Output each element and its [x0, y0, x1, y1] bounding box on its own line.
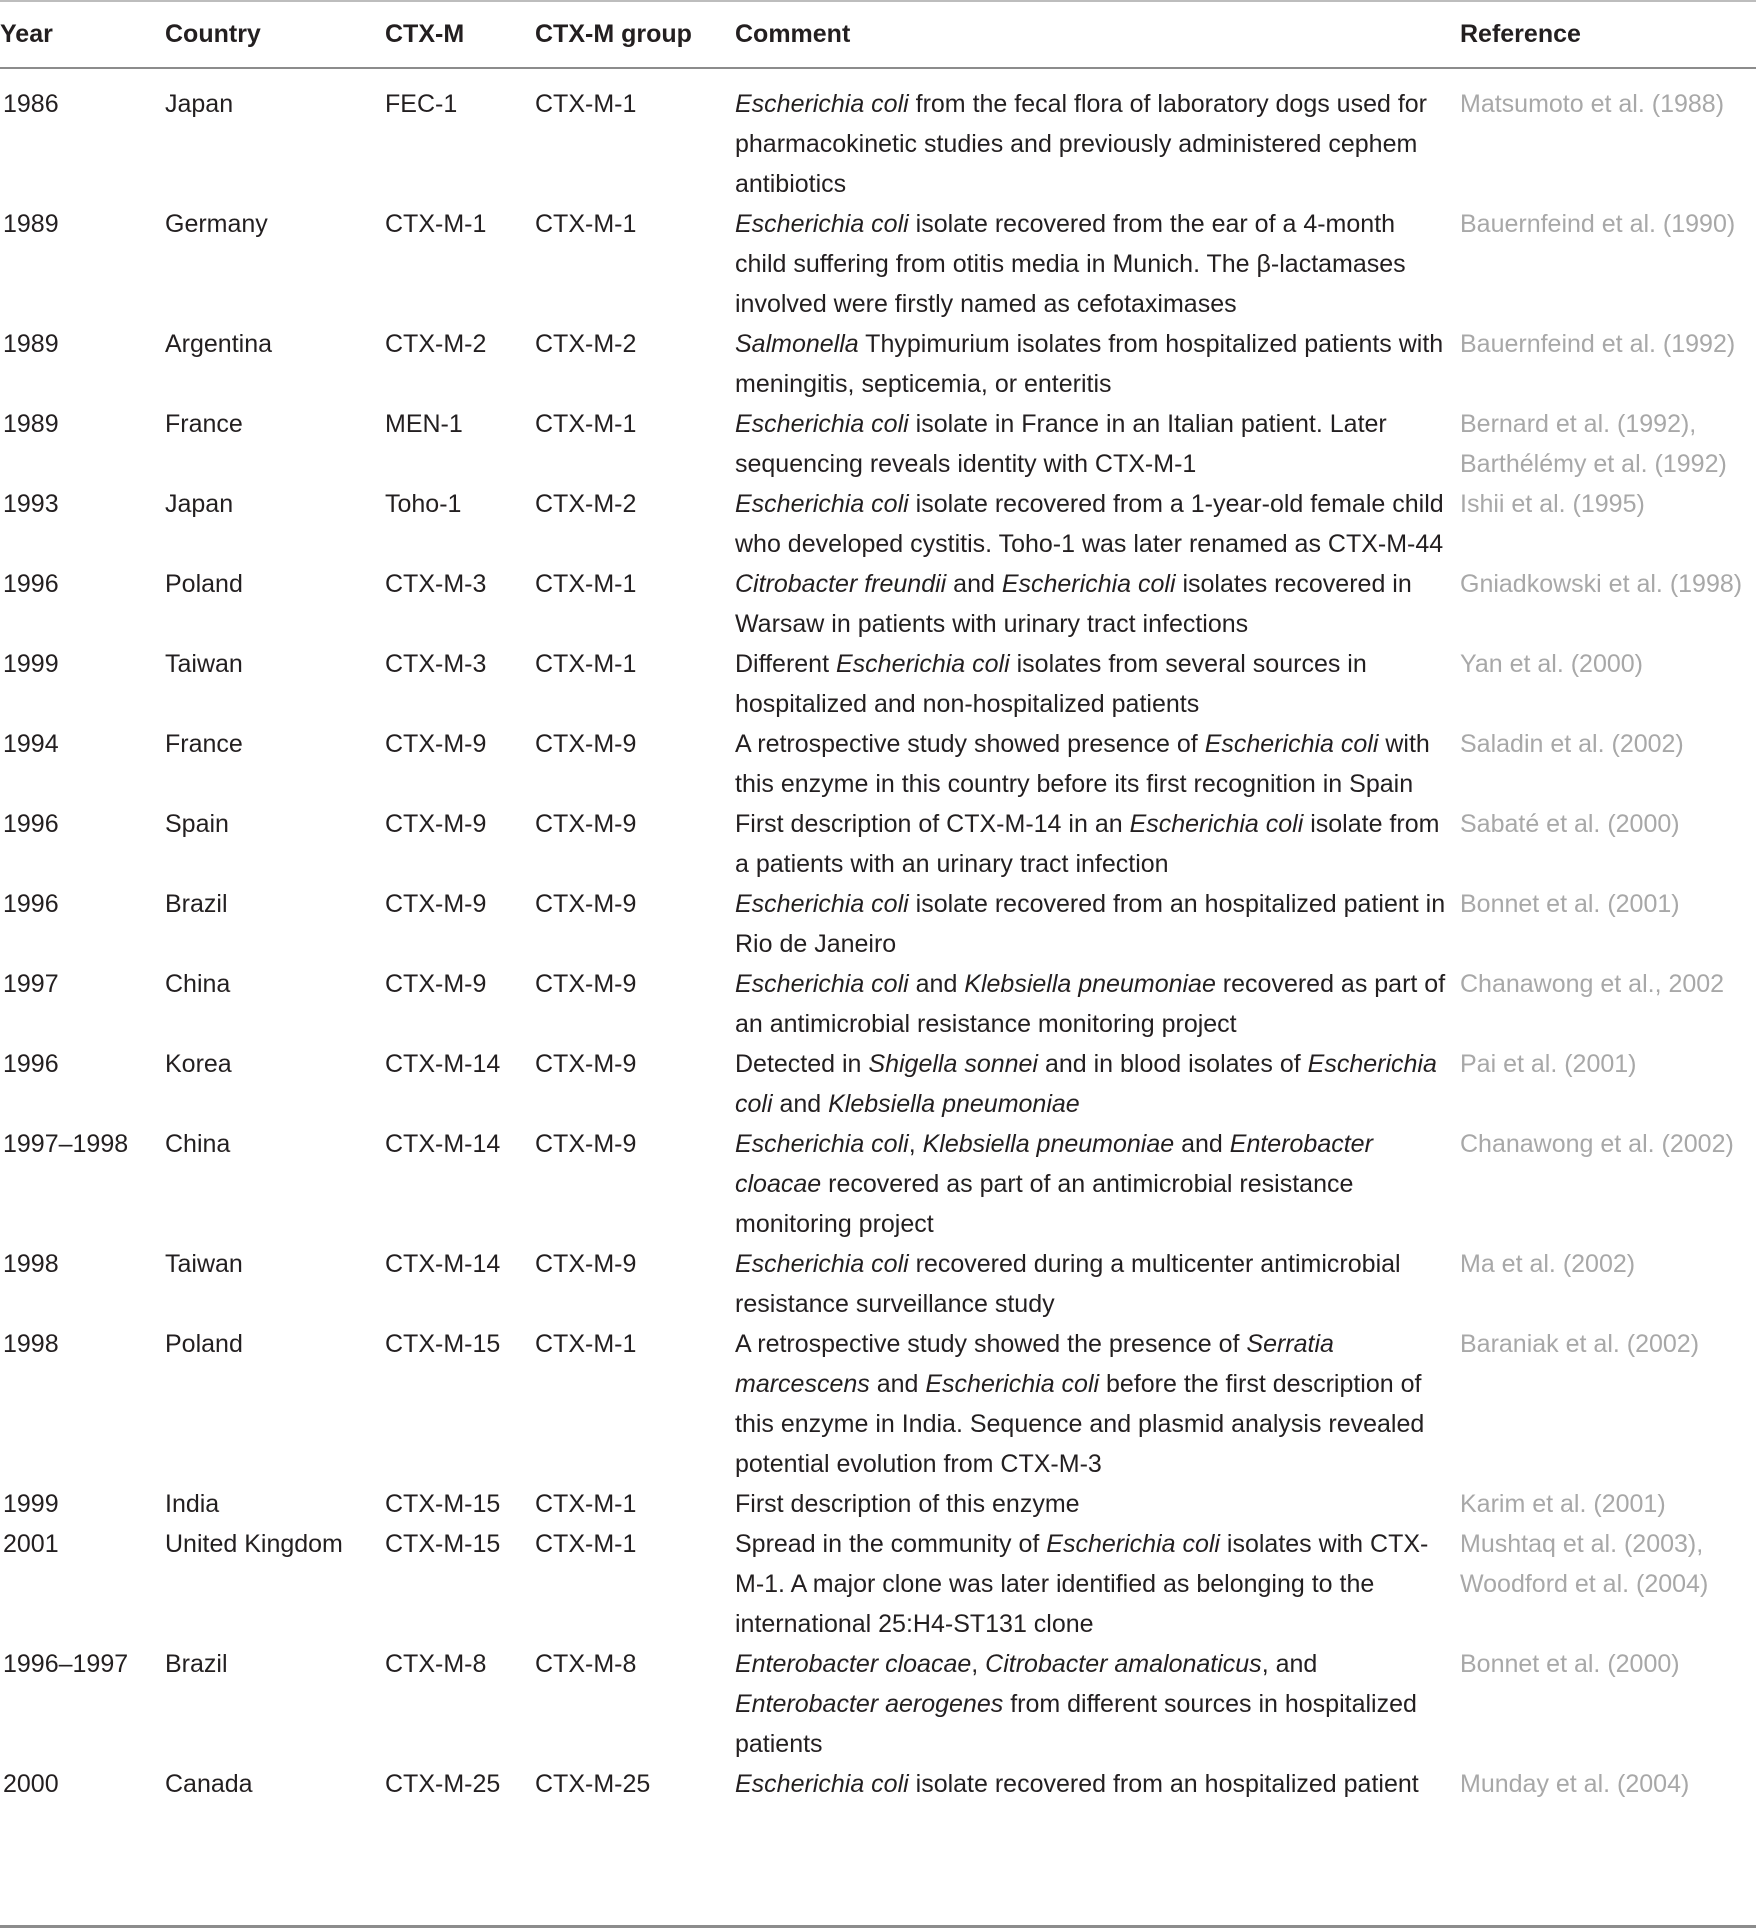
reference-cell: Chanawong et al., 2002	[1460, 970, 1725, 998]
country-cell: Brazil	[165, 1650, 228, 1678]
reference-cell: Bernard et al. (1992), Barthélémy et al. (1992)	[1460, 410, 1727, 478]
reference-cell: Bonnet et al. (2000)	[1460, 1650, 1680, 1678]
year-cell: 1997–1998	[3, 1130, 129, 1158]
comment-cell	[735, 68, 1460, 204]
country-cell: Canada	[165, 1770, 253, 1798]
year-cell: 1993	[3, 490, 59, 518]
comment-text: and	[869, 1370, 926, 1398]
comment-italic-text: Salmonella	[735, 330, 859, 358]
comment-cell	[735, 1244, 1460, 1324]
comment-text: isolate recovered from an hospitalized patient in Rio de Janeiro	[735, 890, 1446, 958]
reference-cell: Bonnet et al. (2001)	[1460, 890, 1680, 918]
year-cell: 1998	[3, 1330, 59, 1358]
ctx-m-group-cell: CTX-M-1	[535, 650, 637, 678]
comment-cell	[735, 644, 1460, 724]
ctx-m-cell: CTX-M-9	[385, 730, 487, 758]
comment-cell	[735, 564, 1460, 644]
reference-cell: Pai et al. (2001)	[1460, 1050, 1637, 1078]
country-cell: Korea	[165, 1050, 232, 1078]
country-cell: Germany	[165, 210, 268, 238]
ctx-m-cell: CTX-M-9	[385, 890, 487, 918]
ctx-m-group-cell: CTX-M-9	[535, 1130, 637, 1158]
comment-cell	[735, 1484, 1460, 1524]
country-cell: India	[165, 1490, 220, 1518]
table-row	[0, 324, 1756, 404]
header-ctx-m: CTX-M	[385, 19, 465, 48]
header-reference: Reference	[1460, 19, 1581, 48]
comment-cell	[735, 1324, 1460, 1484]
ctx-m-group-cell: CTX-M-1	[535, 1490, 637, 1518]
reference-cell: Bauernfeind et al. (1992)	[1460, 330, 1736, 358]
comment-italic-text: Escherichia coli	[835, 650, 1010, 678]
ctx-m-cell: CTX-M-14	[385, 1050, 501, 1078]
country-cell: Poland	[165, 570, 243, 598]
country-cell: Spain	[165, 810, 229, 838]
header-divider-rule	[0, 67, 1756, 69]
comment-italic-text: Escherichia coli	[735, 970, 909, 998]
table-row	[0, 1244, 1756, 1324]
country-cell: Japan	[165, 90, 234, 118]
comment-italic-text: Enterobacter cloacae	[735, 1650, 972, 1678]
ctx-m-group-cell: CTX-M-9	[535, 730, 637, 758]
comment-italic-text: Escherichia coli	[925, 1370, 1100, 1398]
table-header	[0, 0, 1756, 68]
year-cell: 1996	[3, 1050, 59, 1078]
reference-cell: Karim et al. (2001)	[1460, 1490, 1666, 1518]
table-row	[0, 204, 1756, 324]
comment-italic-text: Escherichia coli	[735, 890, 909, 918]
comment-text: isolates with CTX-M-1. A major clone was later identified as belonging to the international 25:H4-ST131 clone	[735, 1530, 1429, 1638]
country-cell: United Kingdom	[165, 1530, 343, 1558]
comment-text: Detected in	[735, 1050, 869, 1078]
comment-text: First description of CTX-M-14 in an	[735, 810, 1130, 838]
ctx-m-group-cell: CTX-M-1	[535, 90, 637, 118]
comment-italic-text: Shigella sonnei	[868, 1050, 1038, 1078]
comment-cell	[735, 1124, 1460, 1244]
comment-italic-text: Escherichia coli	[735, 1130, 909, 1158]
year-cell: 1989	[3, 330, 59, 358]
comment-italic-text: Escherichia coli	[1046, 1530, 1220, 1558]
table-row	[0, 964, 1756, 1044]
year-cell: 1989	[3, 410, 59, 438]
year-cell: 1999	[3, 650, 59, 678]
reference-cell: Matsumoto et al. (1988)	[1460, 90, 1725, 118]
comment-text: A retrospective study showed presence of	[735, 730, 1205, 758]
country-cell: Brazil	[165, 890, 228, 918]
reference-cell: Sabaté et al. (2000)	[1460, 810, 1680, 838]
ctx-m-cell: MEN-1	[385, 410, 463, 438]
comment-text: A retrospective study showed the presence of	[735, 1330, 1247, 1358]
ctx-m-cell: CTX-M-25	[385, 1770, 501, 1798]
year-cell: 1986	[3, 90, 59, 118]
comment-italic-text: Escherichia coli	[735, 210, 909, 238]
comment-text: Spread in the community of	[735, 1530, 1047, 1558]
year-cell: 1996	[3, 890, 59, 918]
comment-cell	[735, 724, 1460, 804]
year-cell: 2001	[3, 1530, 59, 1558]
ctx-m-cell: CTX-M-2	[385, 330, 487, 358]
country-cell: China	[165, 970, 231, 998]
comment-text: recovered during a multicenter antimicrobial resistance surveillance study	[735, 1250, 1401, 1318]
comment-text: isolate recovered from a 1-year-old female child who developed cystitis. Toho-1 was later renamed as CTX-M-44	[735, 490, 1444, 558]
reference-cell: Mushtaq et al. (2003), Woodford et al. (2004)	[1460, 1530, 1709, 1598]
comment-cell	[735, 1524, 1460, 1644]
table-row	[0, 484, 1756, 564]
country-cell: Argentina	[165, 330, 273, 358]
comment-cell	[735, 1044, 1460, 1124]
reference-cell: Ma et al. (2002)	[1460, 1250, 1636, 1278]
comment-italic-text: Escherichia coli	[735, 490, 909, 518]
comment-italic-text: Citrobacter amalonaticus	[985, 1650, 1262, 1678]
comment-text: and	[946, 570, 1002, 598]
comment-italic-text: Citrobacter freundii	[735, 570, 947, 598]
country-cell: Taiwan	[165, 1250, 243, 1278]
ctx-m-cell: Toho-1	[385, 490, 462, 518]
ctx-m-cell: CTX-M-8	[385, 1650, 487, 1678]
comment-italic-text: Klebsiella pneumoniae	[922, 1130, 1175, 1158]
ctx-m-group-cell: CTX-M-9	[535, 1250, 637, 1278]
country-cell: France	[165, 410, 243, 438]
comment-text: isolate from a patients with an urinary tract infection	[735, 810, 1440, 878]
comment-italic-text: Klebsiella pneumoniae	[828, 1090, 1080, 1118]
comment-text: and	[908, 970, 965, 998]
ctx-m-group-cell: CTX-M-1	[535, 410, 637, 438]
comment-cell	[735, 964, 1460, 1044]
ctx-m-group-cell: CTX-M-9	[535, 810, 637, 838]
table-row	[0, 1324, 1756, 1484]
comment-text: from different sources in hospitalized patients	[735, 1690, 1417, 1758]
ctx-m-group-cell: CTX-M-9	[535, 970, 637, 998]
comment-cell	[735, 804, 1460, 884]
comment-text: recovered as part of an antimicrobial resistance monitoring project	[735, 970, 1446, 1038]
table-bottom-rule	[0, 1925, 1756, 1928]
ctx-m-group-cell: CTX-M-9	[535, 1050, 637, 1078]
comment-italic-text: Escherichia coli	[1129, 810, 1304, 838]
comment-text: with this enzyme in this country before its first recognition in Spain	[735, 730, 1430, 798]
comment-text: before the first description of this enzyme in India. Sequence and plasmid analysis revealed potential evolution from CTX-M-3	[735, 1370, 1425, 1478]
reference-cell: Saladin et al. (2002)	[1460, 730, 1684, 758]
comment-cell	[735, 884, 1460, 964]
comment-text: Different	[735, 650, 836, 678]
year-cell: 1999	[3, 1490, 59, 1518]
country-cell: France	[165, 730, 243, 758]
comment-italic-text: Escherichia coli	[735, 1250, 909, 1278]
ctx-m-cell: CTX-M-9	[385, 810, 487, 838]
header-country: Country	[165, 19, 261, 48]
reference-cell: Chanawong et al. (2002)	[1460, 1130, 1734, 1158]
comment-cell	[735, 404, 1460, 484]
table-row	[0, 1764, 1756, 1804]
ctx-m-group-cell: CTX-M-1	[535, 570, 637, 598]
country-cell: Poland	[165, 1330, 243, 1358]
comment-italic-text: Escherichia coli	[735, 90, 909, 118]
header-year: Year	[0, 19, 53, 48]
ctx-m-group-cell: CTX-M-8	[535, 1650, 637, 1678]
country-cell: China	[165, 1130, 231, 1158]
ctx-m-group-cell: CTX-M-1	[535, 1330, 637, 1358]
table-row	[0, 404, 1756, 484]
ctx-m-group-cell: CTX-M-1	[535, 210, 637, 238]
year-cell: 1996	[3, 570, 59, 598]
ctx-m-cell: CTX-M-14	[385, 1250, 501, 1278]
table-row	[0, 68, 1756, 204]
comment-cell	[735, 204, 1460, 324]
header-ctx-m-group: CTX-M group	[535, 19, 692, 48]
reference-cell: Munday et al. (2004)	[1460, 1770, 1690, 1798]
comment-text: from the fecal flora of laboratory dogs used for pharmacokinetic studies and previously administered cephem antibiotics	[735, 90, 1428, 198]
reference-cell: Bauernfeind et al. (1990)	[1460, 210, 1736, 238]
comment-italic-text: Escherichia coli	[1001, 570, 1176, 598]
comment-italic-text: Escherichia coli	[1204, 730, 1379, 758]
ctx-m-group-cell: CTX-M-2	[535, 330, 637, 358]
reference-cell: Baraniak et al. (2002)	[1460, 1330, 1700, 1358]
comment-italic-text: Serratia marcescens	[735, 1330, 1334, 1398]
table-row	[0, 1644, 1756, 1764]
ctx-m-group-cell: CTX-M-25	[535, 1770, 651, 1798]
comment-text: recovered as part of an antimicrobial resistance monitoring project	[735, 1170, 1354, 1238]
comment-text: and	[772, 1090, 829, 1118]
year-cell: 1989	[3, 210, 59, 238]
table-row	[0, 804, 1756, 884]
country-cell: Japan	[165, 490, 234, 518]
table-row	[0, 1484, 1756, 1524]
table-body	[0, 68, 1756, 1804]
comment-text: isolates recovered in Warsaw in patients with urinary tract infections	[735, 570, 1412, 638]
comment-cell	[735, 1764, 1460, 1804]
comment-italic-text: Escherichia coli	[735, 1770, 909, 1798]
comment-cell	[735, 324, 1460, 404]
ctx-m-cell: CTX-M-14	[385, 1130, 501, 1158]
comment-italic-text: Enterobacter cloacae	[735, 1130, 1373, 1198]
comment-italic-text: Escherichia coli	[735, 410, 909, 438]
comment-cell	[735, 484, 1460, 564]
comment-text: Thypimurium isolates from hospitalized patients with meningitis, septicemia, or enteritis	[735, 330, 1444, 398]
comment-text: isolate in France in an Italian patient. Later sequencing reveals identity with CTX-M-1	[735, 410, 1387, 478]
comment-text: isolate recovered from the ear of a 4-month child suffering from otitis media in Munich. The β-lactamases involved were firstly named as cefotaximases	[735, 210, 1406, 318]
year-cell: 2000	[3, 1770, 59, 1798]
year-cell: 1994	[3, 730, 59, 758]
year-cell: 1997	[3, 970, 59, 998]
table-row	[0, 724, 1756, 804]
ctx-m-cell: CTX-M-1	[385, 210, 487, 238]
table-row	[0, 1124, 1756, 1244]
comment-text: isolate recovered from an hospitalized patient	[908, 1770, 1419, 1798]
comment-text: and	[1174, 1130, 1230, 1158]
year-cell: 1996	[3, 810, 59, 838]
year-cell: 1996–1997	[3, 1650, 129, 1678]
table-row	[0, 1044, 1756, 1124]
ctx-m-cell: FEC-1	[385, 90, 458, 118]
ctx-m-cell: CTX-M-15	[385, 1330, 501, 1358]
ctx-m-group-cell: CTX-M-9	[535, 890, 637, 918]
comment-text: isolates from several sources in hospitalized and non-hospitalized patients	[735, 650, 1367, 718]
ctx-m-cell: CTX-M-15	[385, 1490, 501, 1518]
ctx-m-cell: CTX-M-9	[385, 970, 487, 998]
reference-cell: Ishii et al. (1995)	[1460, 490, 1645, 518]
year-cell: 1998	[3, 1250, 59, 1278]
ctx-m-cell: CTX-M-15	[385, 1530, 501, 1558]
ctx-m-group-cell: CTX-M-1	[535, 1530, 637, 1558]
comment-text: , and	[1261, 1650, 1318, 1678]
header-comment: Comment	[735, 19, 851, 48]
header-row	[0, 0, 1756, 68]
country-cell: Taiwan	[165, 650, 243, 678]
ctx-m-cell: CTX-M-3	[385, 570, 487, 598]
comment-italic-text: Escherichia coli	[735, 1050, 1437, 1118]
reference-cell: Gniadkowski et al. (1998)	[1460, 570, 1743, 598]
reference-cell: Yan et al. (2000)	[1460, 650, 1643, 678]
comment-italic-text: Klebsiella pneumoniae	[964, 970, 1216, 998]
table-row	[0, 644, 1756, 724]
comment-text: ,	[908, 1130, 923, 1158]
ctx-m-cell: CTX-M-3	[385, 650, 487, 678]
comment-cell	[735, 1644, 1460, 1764]
ctx-m-group-cell: CTX-M-2	[535, 490, 637, 518]
comment-text: First description of this enzyme	[735, 1490, 1080, 1518]
table-row	[0, 1524, 1756, 1644]
comment-italic-text: Enterobacter aerogenes	[735, 1690, 1004, 1718]
comment-text: ,	[971, 1650, 986, 1678]
comment-text: and in blood isolates of	[1038, 1050, 1308, 1078]
table-row	[0, 564, 1756, 644]
table-row	[0, 884, 1756, 964]
